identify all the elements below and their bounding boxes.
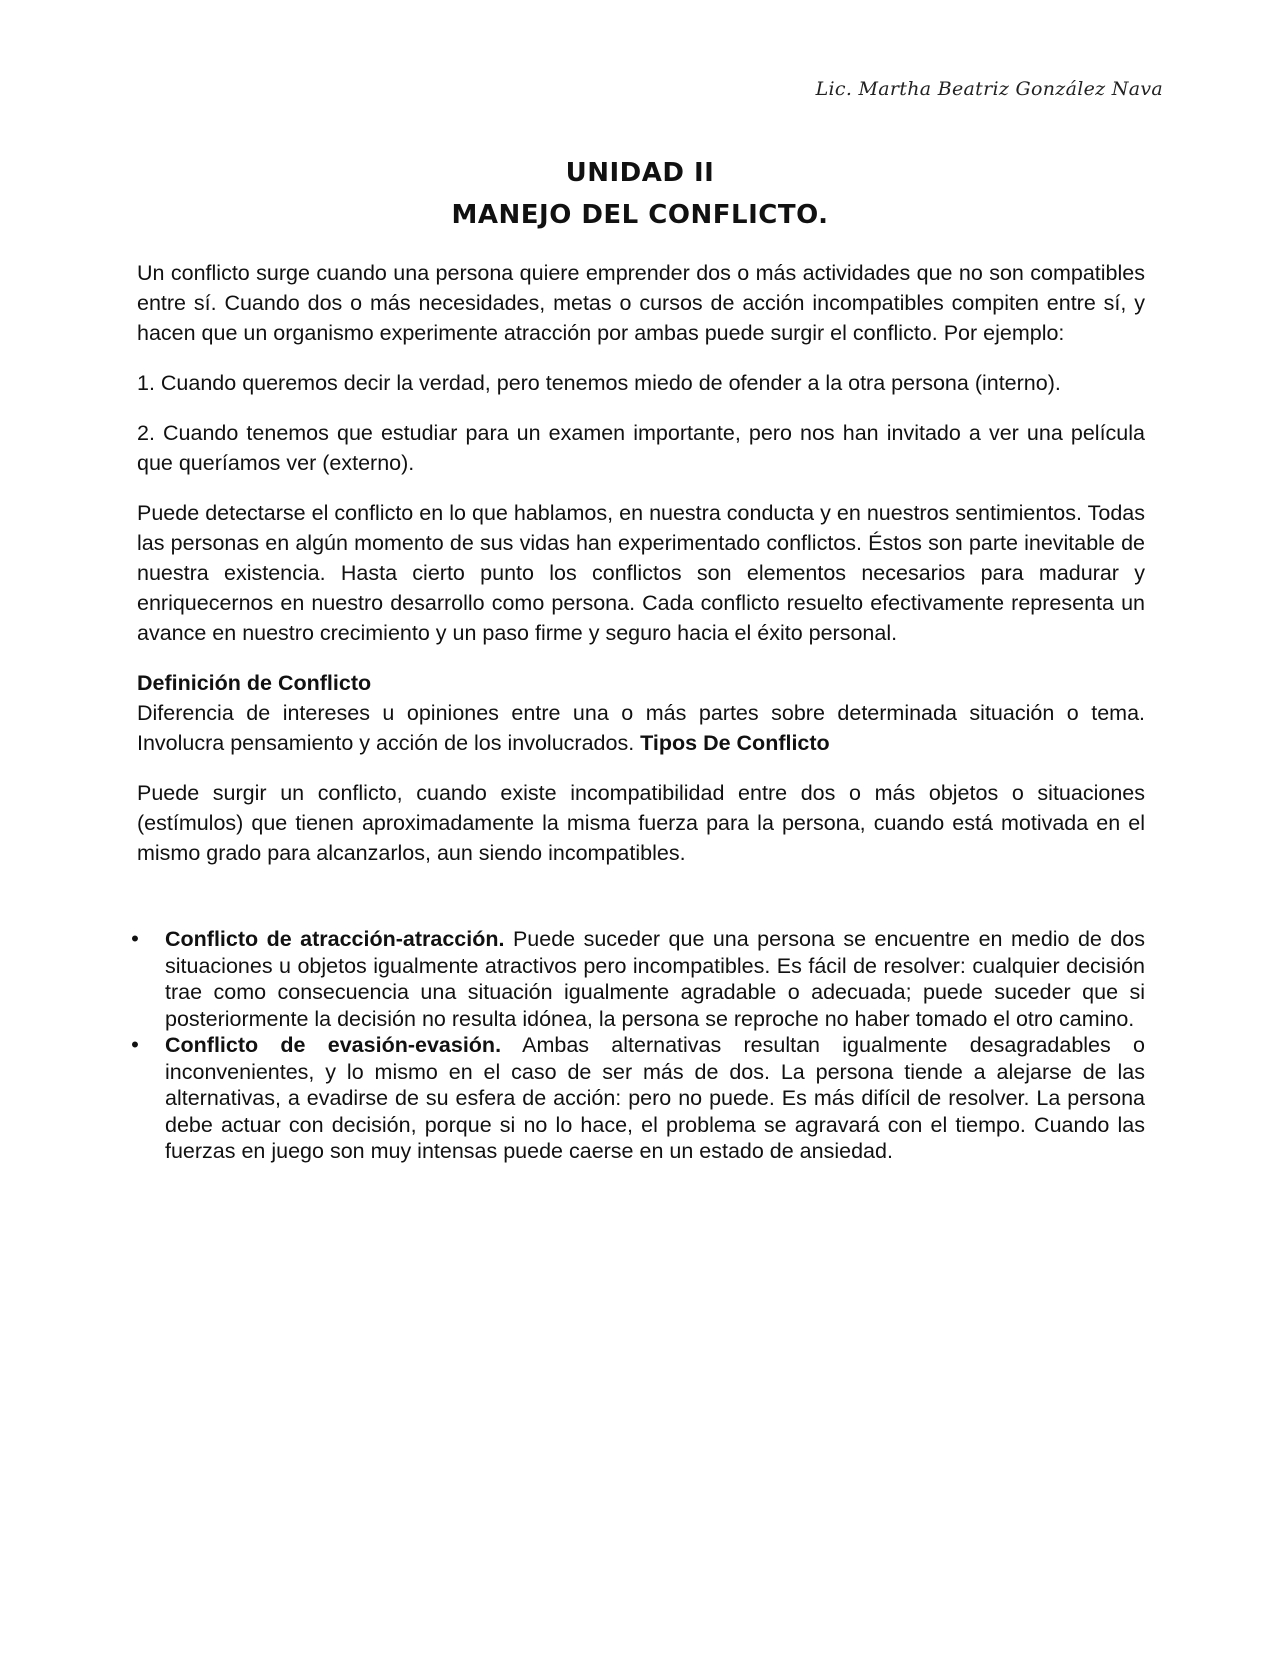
header-author: Lic. Martha Beatriz González Nava — [815, 78, 1163, 100]
types-intro-paragraph: Puede surgir un conflicto, cuando existe incompatibilidad entre dos o más objetos o situaciones (estímulos) que tienen aproximadamente la misma fuerza para la persona, cuando está motivada en el mismo grado para alcanzarlos, aun siendo incompatibles. — [137, 781, 1145, 865]
bullet-icon: • — [131, 926, 139, 951]
definition-heading: Definición de Conflicto — [137, 671, 372, 695]
types-heading: Tipos De Conflicto — [640, 731, 830, 755]
title-unit: UNIDAD II — [565, 158, 715, 188]
title-topic: MANEJO DEL CONFLICTO. — [451, 200, 829, 230]
bullet-text: Puede suceder que una persona se encuentre en medio de dos situaciones u objetos igualmente atractivos pero incompatibles. Es fácil de resolver: cualquier decisión trae como consecuencia una situación igualmente agradable o adecuada; puede suceder que si posteriormente la decisión no resulta idónea, la persona se reproche no haber tomado el otro camino. — [165, 927, 1146, 1031]
list-item — [125, 1032, 1145, 1165]
bullet-term: Conflicto de atracción-atracción. — [165, 927, 505, 951]
example-1: 1. Cuando queremos decir la verdad, pero tenemos miedo de ofender a la otra persona (interno). — [137, 371, 1061, 395]
list-item — [125, 926, 1145, 1032]
bullet-icon: • — [131, 1032, 139, 1057]
definition-paragraph — [137, 698, 1145, 758]
intro-paragraph: Un conflicto surge cuando una persona quiere emprender dos o más actividades que no son compatibles entre sí. Cuando dos o más necesidades, metas o cursos de acción incompatibles compiten entre sí, y hacen que un organismo experimente atracción por ambas puede surgir el conflicto. Por ejemplo: — [137, 261, 1145, 345]
definition-text: Diferencia de intereses u opiniones entre una o más partes sobre determinada situación o tema. Involucra pensamiento y acción de los involucrados. — [137, 701, 1145, 755]
bullet-term: Conflicto de evasión-evasión. — [165, 1033, 502, 1057]
example-2: 2. Cuando tenemos que estudiar para un examen importante, pero nos han invitado a ver una película que queríamos ver (externo). — [137, 421, 1145, 475]
conflict-types-list — [125, 926, 1145, 1165]
detection-paragraph: Puede detectarse el conflicto en lo que hablamos, en nuestra conducta y en nuestros sentimientos. Todas las personas en algún momento de sus vidas han experimentado conflictos. Éstos son parte inevitable de nuestra existencia. Hasta cierto punto los conflictos son elementos necesarios para madurar y enriquecernos en nuestro desarrollo como persona. Cada conflicto resuelto efectivamente representa un avance en nuestro crecimiento y un paso firme y seguro hacia el éxito personal. — [137, 501, 1145, 645]
page-title — [0, 152, 1280, 236]
bullet-text: Ambas alternativas resultan igualmente desagradables o inconvenientes, y lo mismo en el caso de ser más de dos. La persona tiende a alejarse de las alternativas, a evadirse de su esfera de acción: pero no puede. Es más difícil de resolver. La persona debe actuar con decisión, porque si no lo hace, el problema se agravará con el tiempo. Cuando las fuerzas en juego son muy intensas puede caerse en un estado de ansiedad. — [165, 1033, 1145, 1163]
document-body — [131, 258, 1146, 1165]
definition-section — [137, 668, 1145, 758]
